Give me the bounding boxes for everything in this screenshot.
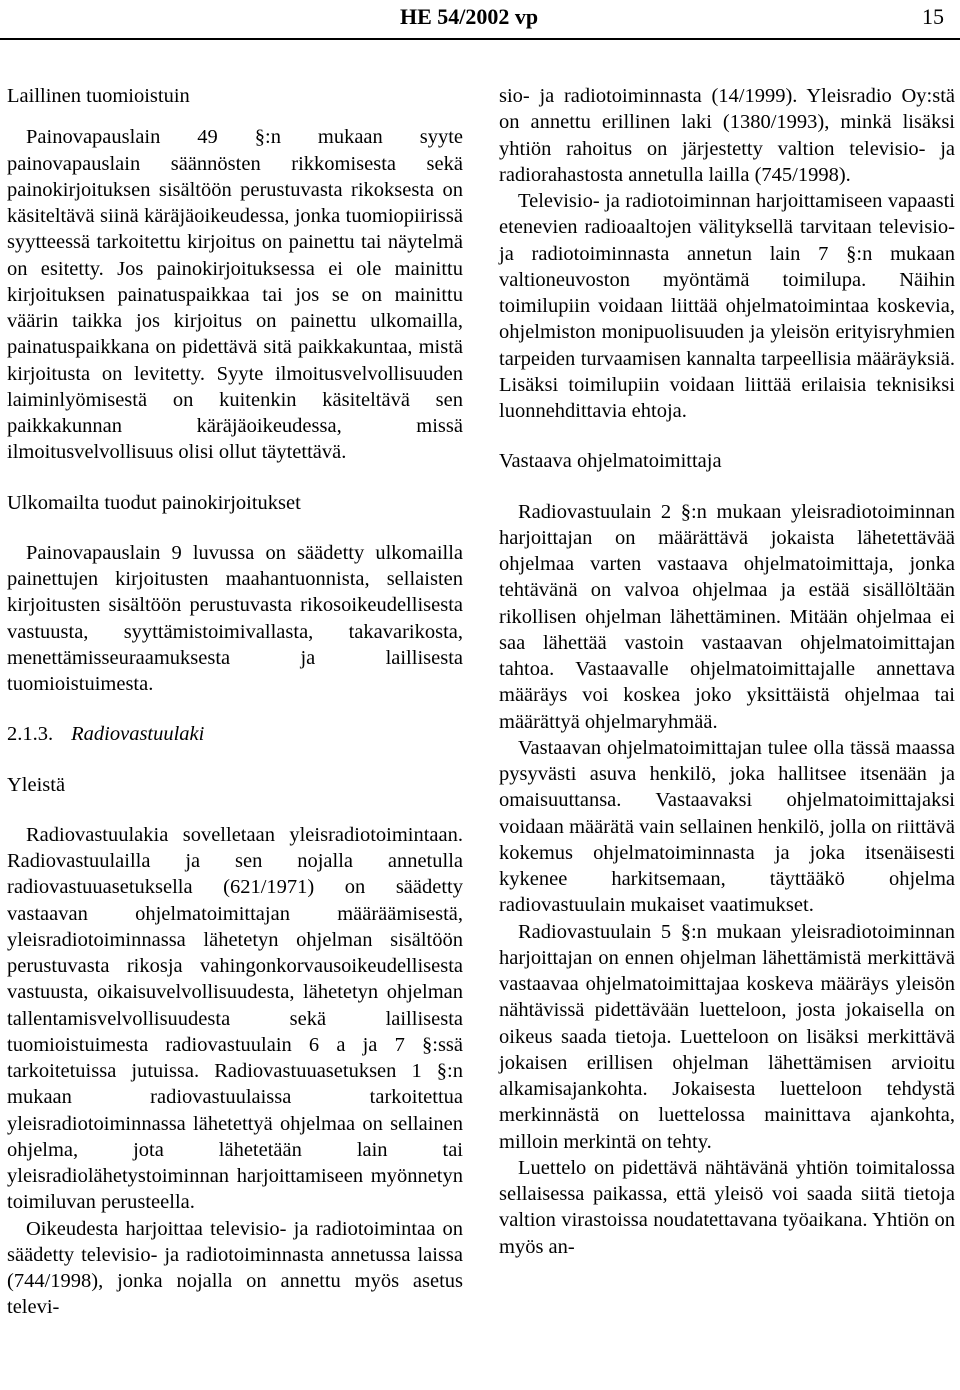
document-id: HE 54/2002 vp — [400, 4, 539, 29]
paragraph-court: Painovapauslain 49 §:n mukaan syyte painovapauslain säännösten rikkomisesta sekä painokirjoituksen sisältöön perustuvasta rikoksesta on käsiteltävä siinä käräjäoikeudessa, jonka tuomiopiirissä syytteessä tarkoitettu kirjoitus on painettu tai näytelmä on esitetty. Jos painokirjoituksessa ei ole mainittu kirjoituksen painatuspaikkaa tai jos se on mainittu väärin taikka jos kirjoitus on painettu ulkomailla, painatuspaikkana on pidettävä sitä paikkakuntaa, mistä kirjoitusta on levitetty. Syyte ilmoitusvelvollisuuden laiminlyömisestä on kuitenkin käsiteltävä sen paikkakunnan käräjäoikeudessa, missä ilmoitusvelvollisuus olisi ollut täytettävä. — [7, 126, 463, 464]
spacer — [7, 466, 463, 490]
heading-general: Yleistä — [7, 773, 66, 796]
heading-court: Laillinen tuomioistuin — [7, 85, 190, 107]
left-column — [7, 83, 463, 1321]
section-number: 2.1.3. — [7, 723, 54, 746]
spacer — [499, 424, 955, 448]
paragraph-editor-4: Luettelo on pidettävä nähtävänä yhtiön toimitalossa sellaisessa paikassa, että yleisö voi saada siitä tietoja valtion virastoissa noudatettavana työaikana. Yhtiön on myös an- — [499, 1156, 955, 1258]
spacer — [7, 697, 463, 721]
page-header — [0, 2, 950, 32]
spacer — [7, 109, 463, 124]
section-title: Radiovastuulaki — [71, 723, 205, 746]
heading-editor: Vastaava ohjelmatoimittaja — [499, 450, 722, 473]
spacer — [7, 516, 463, 540]
spacer — [7, 798, 463, 822]
paragraph-imports: Painovapauslain 9 luvussa on säädetty ulkomailla painettujen kirjoitusten maahantuonnista, sellaisten kirjoitusten sisältöön perustuvasta rikosoikeudellisesta vastuusta, syyttämistoimivallasta, takavarikosta, menettämisseuraamuksesta ja laillisesta tuomioistuimesta. — [7, 541, 463, 695]
paragraph-general-1: Radiovastuulakia sovelletaan yleisradiotoimintaan. Radiovastuulailla ja sen nojalla annetulla radiovastuuasetuksella (621/1971) on säädetty vastaavan ohjelmatoimittajan määräämisestä, yleisradiotoiminnassa lähetetyn ohjelman sisältöön perustuvasta rikosja vahingonkorvausoikeudellisesta vastuusta, oikaisuvelvollisuudesta, lähetetyn ohjelman tallentamisvelvollisuudesta sekä laillisesta tuomioistuimesta radiovastuulain 6 a ja 7 §:ssä tarkoitetuissa jutuissa. Radiovastuuasetuksen 1 §:n mukaan radiovastuulaissa tarkoitettua yleisradiotoiminnassa lähetettyä ohjelmaa on sellainen ohjelma, jota lähetetään lain tai yleisradiolähetystoiminnan harjoittamiseen myönnetyn toimiluvan perusteella. — [7, 823, 463, 1214]
section-heading — [7, 721, 463, 747]
paragraph-editor-3: Radiovastuulain 5 §:n mukaan yleisradiotoiminnan harjoittajan on ennen ohjelman lähettämistä merkittävä vastaavaa ohjelmatoimittajaa koskeva määräys yleisön nähtävissä pidettävään luetteloon, josta jokaisella on oikeus saada tietoja. Luetteloon on lisäksi merkittävä jokaisen erillisen ohjelman lähettämisen arvioitu alkamisajankohta. Jokaisesta luetteloon tehdystä merkinnästä on luettelossa mainittava ajankohta, milloin merkintä on tehty. — [499, 920, 955, 1153]
header-rule — [0, 38, 960, 40]
page-number: 15 — [922, 4, 944, 29]
paragraph-continued: sio- ja radiotoiminnasta (14/1999). Yleisradio Oy:stä on annettu erillinen laki (1380/1993), minkä lisäksi yhtiön rahoitus on järjestetty valtion televisio- ja radiorahastosta annetulla lailla (745/1998). — [499, 85, 955, 186]
paragraph-licence: Televisio- ja radiotoiminnan harjoittamiseen vapaasti etenevien radioaaltojen välityksellä tarvitaan televisio- ja radiotoiminnasta annetun lain 7 §:n mukaan valtioneuvoston myöntämä toimilupa. Näihin toimilupiin voidaan liittää ohjelmatoimintaa koskevia, ohjelmiston monipuolisuuden ja yleisön erityisryhmien tarpeiden turvaamisen kannalta tarpeellisia määräyksiä. Lisäksi toimilupiin voidaan liittää erilaisia teknisiksi luonnehdittavia ehtoja. — [499, 190, 955, 422]
paragraph-editor-1: Radiovastuulain 2 §:n mukaan yleisradiotoiminnan harjoittajan on määrättävä jokaista lähetettävää ohjelmaa varten vastaava ohjelmatoimittaja, jonka tehtävänä on valvoa ohjelmaa ja estää sisällöltään rikollisen ohjelman lähettäminen. Mitään ohjelmaa ei saa lähettää vastoin vastaavan ohjelmatoimittajan tahtoa. Vastaavalle ohjelmatoimittajalle annettava määräys voi koskea joko yksittäistä ohjelmaa tai määrättyä ohjelmaryhmää. — [499, 500, 955, 733]
spacer — [7, 748, 463, 772]
paragraph-editor-2: Vastaavan ohjelmatoimittajan tulee olla tässä maassa pysyvästi asuva henkilö, joka hallitsee itsenään ja omaisuuttansa. Vastaavaksi ohjelmatoimittajaksi voidaan määrätä vain sellainen henkilö, jolla on riittävä kokemus ohjelmatoiminnasta ja joka itsenäisesti kykenee harkitsemaan, täyttääkö ohjelma radiovastuulain mukaiset vaatimukset. — [499, 736, 955, 917]
spacer — [499, 475, 955, 499]
heading-imports: Ulkomailta tuodut painokirjoitukset — [7, 491, 301, 514]
paragraph-general-2: Oikeudesta harjoittaa televisio- ja radiotoimintaa on säädetty televisio- ja radiotoiminnasta annetussa laissa (744/1998), jonka nojalla on annettu myös asetus televi- — [7, 1217, 463, 1319]
right-column — [499, 83, 955, 1260]
